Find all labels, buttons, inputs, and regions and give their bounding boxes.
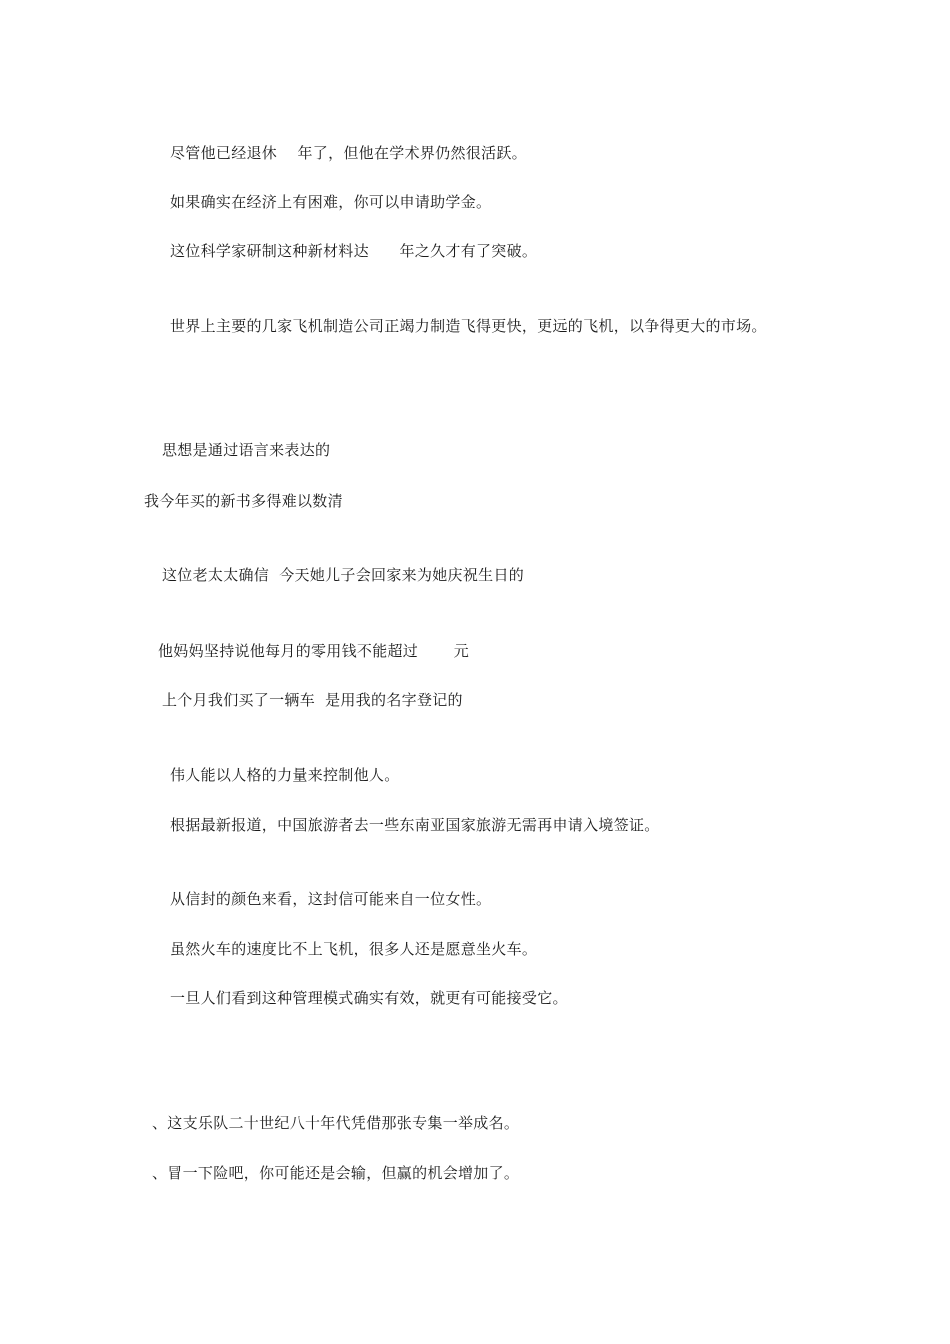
text-line: 我今年买的新书多得难以数清 <box>144 492 343 510</box>
text-line: 世界上主要的几家飞机制造公司正竭力制造飞得更快，更远的飞机，以争得更大的市场。 <box>170 317 767 335</box>
text-line: 从信封的颜色来看，这封信可能来自一位女性。 <box>170 890 492 908</box>
text-line: 上个月我们买了一辆车 是用我的名字登记的 <box>162 691 463 709</box>
text-line: 尽管他已经退休 年了，但他在学术界仍然很活跃。 <box>170 144 527 162</box>
text-line: 、冒一下险吧，你可能还是会输，但赢的机会增加了。 <box>152 1164 520 1182</box>
text-line: 这位科学家研制这种新材料达 年之久才有了突破。 <box>170 242 538 260</box>
text-line: 这位老太太确信 今天她儿子会回家来为她庆祝生日的 <box>162 566 525 584</box>
text-line: 、这支乐队二十世纪八十年代凭借那张专集一举成名。 <box>152 1114 520 1132</box>
text-line: 伟人能以人格的力量来控制他人。 <box>170 766 400 784</box>
text-line: 思想是通过语言来表达的 <box>162 441 331 459</box>
text-line: 一旦人们看到这种管理模式确实有效，就更有可能接受它。 <box>170 989 568 1007</box>
text-line: 虽然火车的速度比不上飞机，很多人还是愿意坐火车。 <box>170 940 538 958</box>
text-line: 如果确实在经济上有困难，你可以申请助学金。 <box>170 193 492 211</box>
text-line: 他妈妈坚持说他每月的零用钱不能超过 元 <box>158 642 470 660</box>
text-line: 根据最新报道，中国旅游者去一些东南亚国家旅游无需再申请入境签证。 <box>170 816 660 834</box>
